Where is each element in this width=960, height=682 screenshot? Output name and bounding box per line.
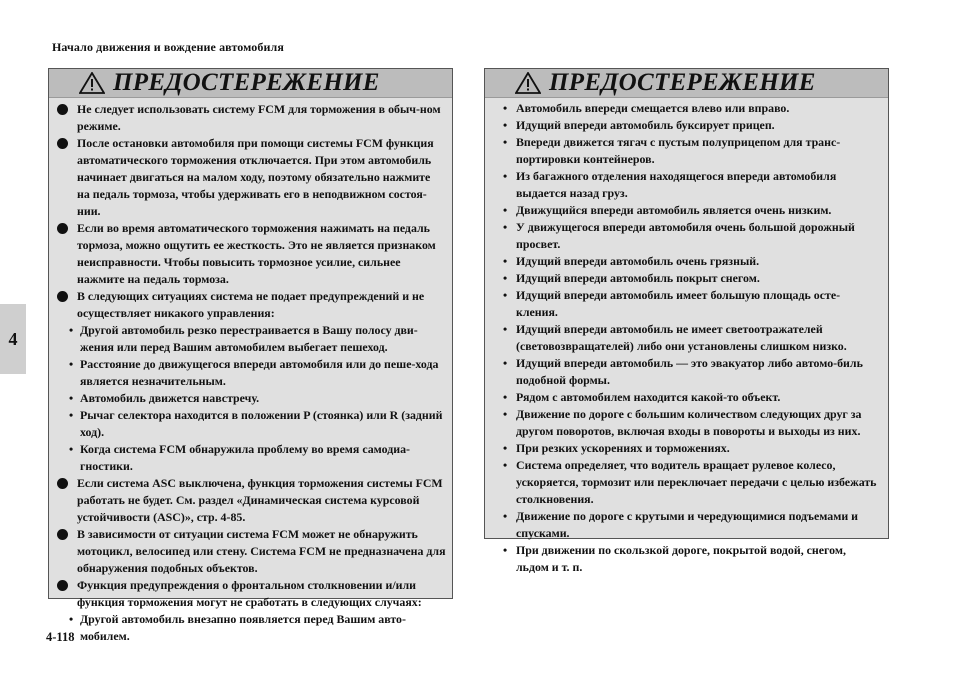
warning-subitem-text: Идущий впереди автомобиль — это эвакуатор либо автомо-биль подобной формы.	[516, 356, 863, 387]
bullet-icon: •	[503, 220, 508, 234]
warning-subitem-text: Когда система FCM обнаружила проблему во время самодиа-гностики.	[80, 442, 410, 473]
bullet-dot-icon	[57, 104, 68, 115]
bullet-icon: •	[503, 543, 508, 557]
bullet-icon: •	[503, 441, 508, 455]
warning-subitem-text: Движение по дороге с крутыми и чередующимися подъемами и спусками.	[516, 509, 859, 540]
warning-item	[57, 526, 446, 577]
warning-item-text: Если во время автоматического торможения нажимать на педаль тормоза, можно ощутить ее жесткость. Это не является признаком неисправности. Чтобы повысить тормозное усилие, сильнее нажмите на педаль тормоза.	[77, 221, 436, 286]
warning-subitem	[503, 389, 878, 406]
warning-subitem	[503, 287, 878, 321]
warning-subitem	[503, 508, 878, 542]
warning-triangle-icon	[515, 72, 541, 94]
warning-item	[57, 288, 446, 322]
bullet-icon: •	[69, 408, 74, 422]
warning-item-text: Функция предупреждения о фронтальном столкновении и/или функция торможения могут не сработать в следующих случаях:	[77, 578, 422, 609]
warning-triangle-icon	[79, 72, 105, 94]
bullet-icon: •	[503, 288, 508, 302]
bullet-icon: •	[69, 323, 74, 337]
warning-item	[57, 135, 446, 220]
bullet-icon: •	[503, 322, 508, 336]
warning-subitem	[503, 219, 878, 253]
warning-subitem-text: Рычаг селектора находится в положении P (стоянка) или R (задний ход).	[80, 408, 443, 439]
bullet-icon: •	[503, 407, 508, 421]
warning-item-text: В следующих ситуациях система не подает предупреждений и не осуществляет никакого управления:	[77, 289, 425, 320]
warning-subitem	[57, 390, 446, 407]
warning-subitem-text: Движение по дороге с большим количеством следующих друг за другом поворотов, включая входы в повороты и выходы из них.	[516, 407, 862, 438]
warning-subitem-text: Идущий впереди автомобиль очень грязный.	[516, 254, 760, 268]
warning-subitem	[57, 441, 446, 475]
warning-subitem-text: Движущийся впереди автомобиль является очень низким.	[516, 203, 832, 217]
bullet-icon: •	[503, 118, 508, 132]
bullet-dot-icon	[57, 223, 68, 234]
bullet-icon: •	[503, 101, 508, 115]
warning-subitem	[57, 322, 446, 356]
warning-item	[57, 101, 446, 135]
warning-subitem-text: Рядом с автомобилем находится какой-то объект.	[516, 390, 781, 404]
warning-subitem	[503, 253, 878, 270]
bullet-dot-icon	[57, 529, 68, 540]
warning-subitem	[503, 355, 878, 389]
warning-subitem-text: Расстояние до движущегося впереди автомобиля или до пеше-хода является незначительным.	[80, 357, 439, 388]
bullet-icon: •	[503, 271, 508, 285]
warning-subitem-text: Другой автомобиль резко перестраивается в Вашу полосу дви-жения или перед Вашим автомобилем выбегает пешеход.	[80, 323, 418, 354]
warning-subitem	[503, 270, 878, 287]
warning-header-left	[49, 69, 452, 98]
warning-box-right	[484, 68, 889, 574]
warning-subitem-text: Другой автомобиль внезапно появляется перед Вашим авто-мобилем.	[80, 612, 406, 643]
warning-subitem	[503, 134, 878, 168]
warning-item-text: Если система ASC выключена, функция торможения системы FCM работать не будет. См. раздел «Динамическая система курсовой устойчивости (ASC)», стр. 4-85.	[77, 476, 443, 524]
warning-header-right	[485, 69, 888, 98]
bullet-dot-icon	[57, 138, 68, 149]
warning-subitem-text: Автомобиль движется навстречу.	[80, 391, 260, 405]
warning-subitem	[57, 407, 446, 441]
warning-item	[57, 220, 446, 288]
warning-subitem-text: Из багажного отделения находящегося впереди автомобиля выдается назад груз.	[516, 169, 837, 200]
bullet-icon: •	[69, 442, 74, 456]
warning-subitem-text: При движении по скользкой дороге, покрытой водой, снегом, льдом и т. п.	[516, 543, 846, 574]
bullet-icon: •	[69, 357, 74, 371]
page-number: 4-118	[46, 630, 75, 644]
bullet-icon: •	[503, 135, 508, 149]
warning-subitem-text: Система определяет, что водитель вращает рулевое колесо, ускоряется, тормозит или переключает передачи с целью избежать столкновения.	[516, 458, 877, 506]
warning-subitem	[503, 542, 878, 576]
warning-item-text: После остановки автомобиля при помощи системы FCM функция автоматического торможения отключается. При этом автомобиль начинает двигаться на малом ходу, поэтому обязательно нажмите на педаль тормоза, чтобы удерживать его в неподвижном состоя-нии.	[77, 136, 434, 218]
warning-item-text: В зависимости от ситуации система FCM может не обнаружить мотоцикл, велосипед или стену. Система FCM не предназначена для обнаружения подобных объектов.	[77, 527, 446, 575]
warning-subitem-text: Идущий впереди автомобиль не имеет светоотражателей (световозвращателей) либо они установлены слишком низко.	[516, 322, 847, 353]
bullet-icon: •	[69, 612, 74, 626]
warning-subitem-text: У движущегося впереди автомобиля очень большой дорожный просвет.	[516, 220, 855, 251]
bullet-dot-icon	[57, 291, 68, 302]
warning-subitem	[503, 202, 878, 219]
warning-item	[57, 577, 446, 611]
warning-subitem-text: Автомобиль впереди смещается влево или вправо.	[516, 101, 790, 115]
bullet-dot-icon	[57, 478, 68, 489]
warning-subitem-text: При резких ускорениях и торможениях.	[516, 441, 730, 455]
warning-body-left	[49, 98, 452, 645]
warning-subitem-text: Идущий впереди автомобиль имеет большую площадь осте-кления.	[516, 288, 841, 319]
bullet-icon: •	[503, 254, 508, 268]
warning-item-text: Не следует использовать систему FCM для торможения в обыч-ном режиме.	[77, 102, 441, 133]
page-header-title: Начало движения и вождение автомобиля	[52, 40, 284, 54]
bullet-icon: •	[503, 390, 508, 404]
warning-subitem	[503, 457, 878, 508]
warning-subitem	[57, 356, 446, 390]
warning-subitem	[57, 611, 446, 645]
warning-subitem-text: Впереди движется тягач с пустым полуприцепом для транс-портировки контейнеров.	[516, 135, 841, 166]
warning-subitem	[503, 440, 878, 457]
warning-subitem	[503, 406, 878, 440]
warning-subitem	[503, 100, 878, 117]
warning-subitem-text: Идущий впереди автомобиль буксирует прицеп.	[516, 118, 775, 132]
warning-subitem-text: Идущий впереди автомобиль покрыт снегом.	[516, 271, 760, 285]
bullet-icon: •	[503, 458, 508, 472]
warning-title-right: ПРЕДОСТЕРЕЖЕНИЕ	[549, 69, 816, 96]
bullet-icon: •	[503, 509, 508, 523]
bullet-dot-icon	[57, 580, 68, 591]
bullet-icon: •	[503, 203, 508, 217]
chapter-number: 4	[8, 328, 18, 349]
chapter-tab	[0, 304, 26, 374]
bullet-icon: •	[503, 356, 508, 370]
warning-item	[57, 475, 446, 526]
warning-subitem	[503, 321, 878, 355]
bullet-icon: •	[503, 169, 508, 183]
warning-subitem	[503, 168, 878, 202]
warning-subitem	[503, 117, 878, 134]
warning-title-left: ПРЕДОСТЕРЕЖЕНИЕ	[113, 69, 380, 96]
warning-body-right	[485, 98, 888, 576]
bullet-icon: •	[69, 391, 74, 405]
